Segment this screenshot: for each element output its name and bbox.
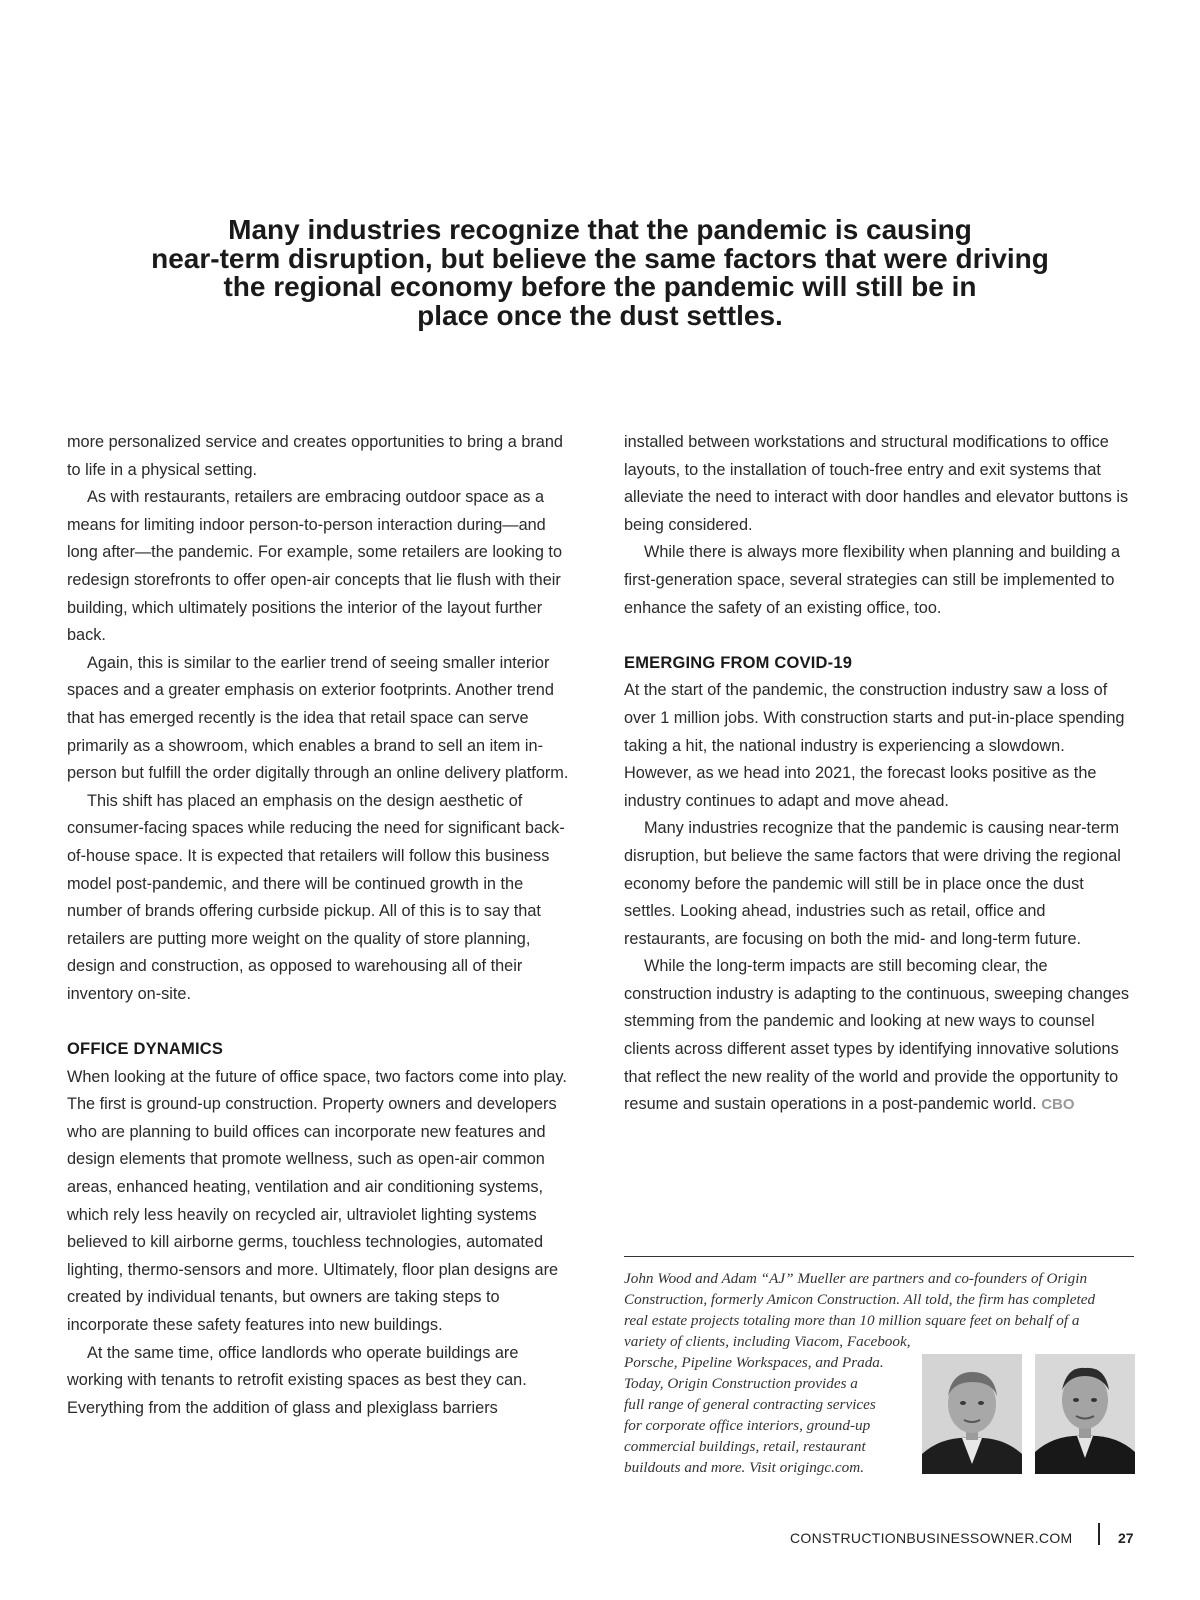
right-column xyxy=(624,429,1134,1119)
end-mark: CBO xyxy=(1041,1096,1075,1114)
paragraph: Again, this is similar to the earlier trend of seeing smaller interior spaces and a greater emphasis on exterior footprints. Another trend that has emerged recently is the idea that retail space can serve primarily as a showroom, which enables a brand to sell an item in-person but fulfill the order digitally through an online delivery platform. xyxy=(67,653,569,783)
bio-line: Today, Origin Construction provides a xyxy=(624,1375,858,1392)
paragraph: more personalized service and creates opportunities to bring a brand to life in a physical setting. xyxy=(67,433,563,479)
section-heading-office-dynamics: OFFICE DYNAMICS xyxy=(67,1040,224,1059)
paragraph: This shift has placed an emphasis on the design aesthetic of consumer-facing spaces while reducing the need for significant back-of-house space. It is expected that retailers will follow this business model post-pandemic, and there will be continued growth in the number of brands offering curbside pickup. All of this is to say that retailers are putting more weight on the quality of store planning, design and construction, as opposed to warehousing all of their inventory on-site. xyxy=(67,791,565,1003)
paragraph: When looking at the future of office space, two factors come into play. The first is ground-up construction. Property owners and developers who are planning to build offices can incorporate new features and design elements that promote wellness, such as open-air common areas, enhanced heating, ventilation and air conditioning systems, which rely less heavily on recycled air, ultraviolet lighting systems believed to kill airborne germs, touchless technologies, automated lighting, thermo-sensors and more. Ultimately, floor plan designs are created by individual tenants, but owners are taking steps to incorporate these safety features into new buildings. xyxy=(67,1067,567,1334)
bio-line: real estate projects totaling more than 10 million square feet on behalf of a xyxy=(624,1312,1080,1329)
page-number: 27 xyxy=(1118,1530,1134,1546)
bio-line: full range of general contracting services xyxy=(624,1396,876,1413)
pull-quote-line: place once the dust settles. xyxy=(417,299,783,331)
bio-line: commercial buildings, retail, restaurant xyxy=(624,1438,866,1455)
bio-line: John Wood and Adam “AJ” Mueller are partners and co-founders of Origin xyxy=(624,1270,1088,1287)
left-column xyxy=(67,429,572,1422)
paragraph: While there is always more flexibility when planning and building a first-generation space, several strategies can still be implemented to enhance the safety of an existing office, too. xyxy=(624,543,1121,617)
person-icon xyxy=(922,1354,1022,1474)
paragraph-text: While the long-term impacts are still becoming clear, the construction industry is adapting to the continuous, sweeping changes stemming from the pandemic and looking at new ways to counsel clients across different asset types by identifying innovative solutions that reflect the new reality of the world and provide the opportunity to resume and sustain operations in a post-pandemic world. xyxy=(624,957,1130,1114)
bio-line: buildouts and more. Visit origingc.com. xyxy=(624,1459,865,1476)
person-icon xyxy=(1035,1354,1135,1474)
pull-quote xyxy=(110,216,1090,330)
bio-divider xyxy=(624,1256,1134,1257)
footer-divider xyxy=(1098,1523,1100,1545)
bio-line: Construction, formerly Amicon Construction. All told, the firm has completed xyxy=(624,1291,1096,1308)
paragraph: At the same time, office landlords who operate buildings are working with tenants to retrofit existing spaces as best they can. Everything from the addition of glass and plexiglass barriers xyxy=(67,1343,527,1417)
paragraph: At the start of the pandemic, the construction industry saw a loss of over 1 million jobs. With construction starts and put-in-place spending taking a hit, the national industry is experiencing a slowdown. However, as we head into 2021, the forecast looks positive as the industry continues to adapt and move ahead. xyxy=(624,681,1125,810)
section-heading-emerging: EMERGING FROM COVID-19 xyxy=(624,653,853,672)
pull-quote-line: Many industries recognize that the pandemic is causing xyxy=(228,214,972,245)
paragraph: As with restaurants, retailers are embracing outdoor space as a means for limiting indoor person-to-person interaction during—and long after—the pandemic. For example, some retailers are looking to redesign storefronts to offer open-air concepts that lie flush with their building, which ultimately positions the interior of the layout further back. xyxy=(67,488,563,645)
paragraph: Many industries recognize that the pandemic is causing near-term disruption, but believe the same factors that were driving the regional economy before the pandemic will still be in place once the dust settles. Looking ahead, industries such as retail, office and restaurants, are focusing on both the mid- and long-term future. xyxy=(624,819,1121,948)
bio-line: for corporate office interiors, ground-up xyxy=(624,1417,871,1434)
pull-quote-line: the regional economy before the pandemic will still be in xyxy=(223,271,977,302)
footer-website: CONSTRUCTIONBUSINESSOWNER.COM xyxy=(790,1530,1073,1546)
pull-quote-line: near-term disruption, but believe the same factors that were driving xyxy=(151,242,1049,274)
bio-line: Porsche, Pipeline Workspaces, and Prada. xyxy=(624,1354,884,1371)
author-photo-adam-mueller xyxy=(1035,1354,1135,1474)
paragraph xyxy=(624,953,1134,1119)
paragraph: installed between workstations and structural modifications to office layouts, to the installation of touch-free entry and exit systems that alleviate the need to interact with door handles and elevator buttons is being considered. xyxy=(624,433,1129,534)
author-photo-john-wood xyxy=(922,1354,1022,1474)
bio-line: variety of clients, including Viacom, Facebook, xyxy=(624,1333,911,1350)
